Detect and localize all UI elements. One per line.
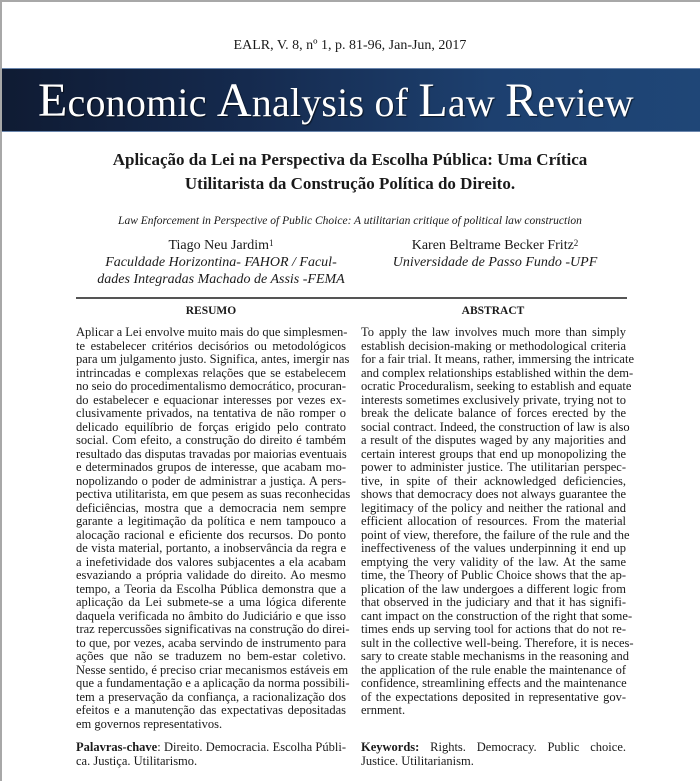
text-line: Nesse sentido, é preciso criar mecanismos estáveis em [76,662,349,677]
text-line: aplicação da Lei submete-se a uma lógica diferente [76,595,346,609]
resumo-keywords [76,741,346,768]
text-line: intrincadas e complexas relações que se estabelecem [76,365,346,380]
text-line: em governos representativos. [76,716,223,731]
article-title-line: Aplicação da Lei na Perspectiva da Escolha Pública: Uma Crítica [112,150,588,169]
keywords-line: Keywords: Rights. Democracy. Public choice. [361,740,626,754]
author-affiliation: dades Integradas Machado de Assis -FEMA [97,272,345,287]
article-title-line: Utilitarista da Construção Política do Direito. [184,174,516,193]
author-2 [370,237,620,271]
keywords-line: Palavras-chave: Direito. Democracia. Escolha Públi- [76,740,346,754]
english-title: Law Enforcement in Perspective of Public Choice: A utilitarian critique of political law construction [118,215,582,227]
citation-line: EALR, V. 8, nº 1, p. 81-96, Jan-Jun, 2017 [233,38,467,53]
text-line: and complex relationships established within the dem- [361,365,634,380]
text-line: resultado das disputas travadas por maiorias eventuais [76,446,347,461]
text-line: efeitos e a manutenção das expectativas depositadas [76,703,346,717]
text-line: Aplicar a Lei envolve muito mais do que simplesmen- [76,325,348,339]
text-line: for a fair trial. It means, rather, immersing the intricate [361,352,634,366]
text-line: social contract. Indeed, the construction of law is also [361,419,630,434]
page-frame-top [0,0,700,2]
text-line: ocratic Proceduralism, seeking to establish and equate [361,379,632,393]
author-name: Tiago Neu Jardim$^1$ [168,238,274,253]
text-line: nopolizando o poder de administrar a justiça. A pers- [76,473,346,488]
text-line: shows that democracy does not always guarantee the [361,487,626,501]
journal-title-initial: E [38,74,68,127]
text-line: sary to create stable mechanisms in the reasoning and [361,649,629,663]
abstract-heading: ABSTRACT [461,305,525,317]
journal-title-initial: L [418,74,448,127]
text-line: delicado equilíbrio de forças erigido pelo contrato [76,419,346,434]
text-line: plication of the law undergoes a different logic from [361,581,626,596]
text-line: social. Com efeito, a construção do direito é também [76,433,346,447]
text-line: point of view, therefore, the failure of the rule and the [361,527,630,542]
abstract-keywords [361,741,626,768]
footnote-marker: 2 [573,238,579,248]
text-line: alocação racional e eficiente dos recursos. Do ponto [76,527,346,542]
text-line: deficiências, mostra que a democracia nem sempre [76,500,346,515]
text-line: tempo, a Teoria da Escolha Pública demonstra que a [76,581,346,596]
keywords-line: ca. Justiça. Utilitarismo. [76,753,198,768]
text-line: pectiva utilitarista, em que pesem as suas reconhecidas [76,487,351,501]
author-name: Karen Beltrame Becker Fritz$^2$ [411,238,579,253]
journal-title-word: eview [537,80,634,125]
text-line: a result of the disputes waged by any majorities and [361,433,626,447]
text-line: e determinados grupos de interesse, que acabam mo- [76,460,346,474]
text-line: establish decision-making or methodological criteria [361,338,626,353]
text-line: que a fundamentação e a aplicação da norma possibili- [76,676,350,690]
abstract-body [361,325,634,718]
text-line: esvaziando a própria validade do direito. Ao mesmo [76,568,346,582]
text-line: no seio do procedimentalismo democrático, procuran- [76,379,347,393]
text-line: of the expectations deposited in representative gov- [361,689,626,704]
author-1 [90,237,352,288]
text-line: cant impact on the construction of the right that some- [361,608,633,623]
text-line: tive, in spite of their acknowledged deficiencies, [361,473,626,488]
journal-banner [2,68,700,132]
text-line: ações que não se traduzem no bem-estar coletivo. [76,649,346,663]
text-line: clusivamente privados, na tentativa de não romper o [76,406,346,420]
text-line: the application of the rule enable the maintenance of [361,662,626,677]
text-line: time, the Theory of Public Choice shows that the ap- [361,568,626,582]
text-line: certain interest groups that end up monopolizing the [361,446,626,461]
text-line: to que, por vezes, acaba servindo de instrumento para [76,635,346,650]
text-line: ineffectiveness of the values underpinning it end up [361,541,626,555]
text-line: traz repercussões significativas na construção do direi- [76,622,350,636]
text-line: tem a preservação da confiança, a racionalização dos [76,689,346,704]
text-line: a inefetividade dos valores subjacentes a ela acabam [76,554,346,569]
text-line: de vista material, portanto, a inobservância da regra e [76,541,346,555]
keywords-label: Palavras-chave [76,740,158,754]
journal-title-word: aw [447,80,506,125]
text-line: confidence, streamlining effects and the maintenance [361,676,627,690]
journal-title-word: nalysis of [251,80,419,125]
text-line: To apply the law involves much more than simply [361,325,626,339]
resumo-body [76,325,351,731]
text-line: break the delicate balance of forces erected by the [361,406,626,420]
author-affiliation: Universidade de Passo Fundo -UPF [392,255,598,270]
text-line: te estabelecer critérios decisórios ou metodológicos [76,338,346,353]
text-line: emptying the very validity of the law. At the same [361,554,626,569]
journal-title [38,73,634,128]
text-line: ernment. [361,703,406,717]
text-line: interests sometimes exclusively private, trying not to [361,392,626,407]
keywords-line: Justice. Utilitarianism. [361,753,474,768]
author-affiliation: Faculdade Horizontina- FAHOR / Facul- [105,255,337,270]
text-line: that observed in the judiciary and that it has signifi- [361,595,626,609]
text-line: do estabelecer e equacionar interesses por vezes ex- [76,392,346,407]
text-line: legitimacy of the policy and neither the rational and [361,500,626,515]
text-line: power to administer justice. The utilitarian perspec- [361,460,626,474]
footnote-marker: 1 [269,238,274,248]
text-line: daquela verificada no âmbito do Judiciário e que isso [76,608,346,623]
text-line: para um julgamento justo. Significa, antes, imergir nas [76,352,350,366]
text-line: times ends up serving tool for actions that do not re- [361,622,626,636]
section-divider [76,297,627,299]
journal-title-initial: A [216,74,252,127]
text-line: garante a legitimação da política e nem tampouco a [76,514,346,528]
journal-title-initial: R [505,74,538,127]
journal-title-word: conomic [67,80,217,125]
keywords-label: Keywords: [361,740,420,754]
text-line: sult in the collective well-being. Therefore, it is neces- [361,635,634,650]
text-line: efficient allocation of resources. From the material [361,514,626,528]
resumo-heading: RESUMO [185,305,237,317]
